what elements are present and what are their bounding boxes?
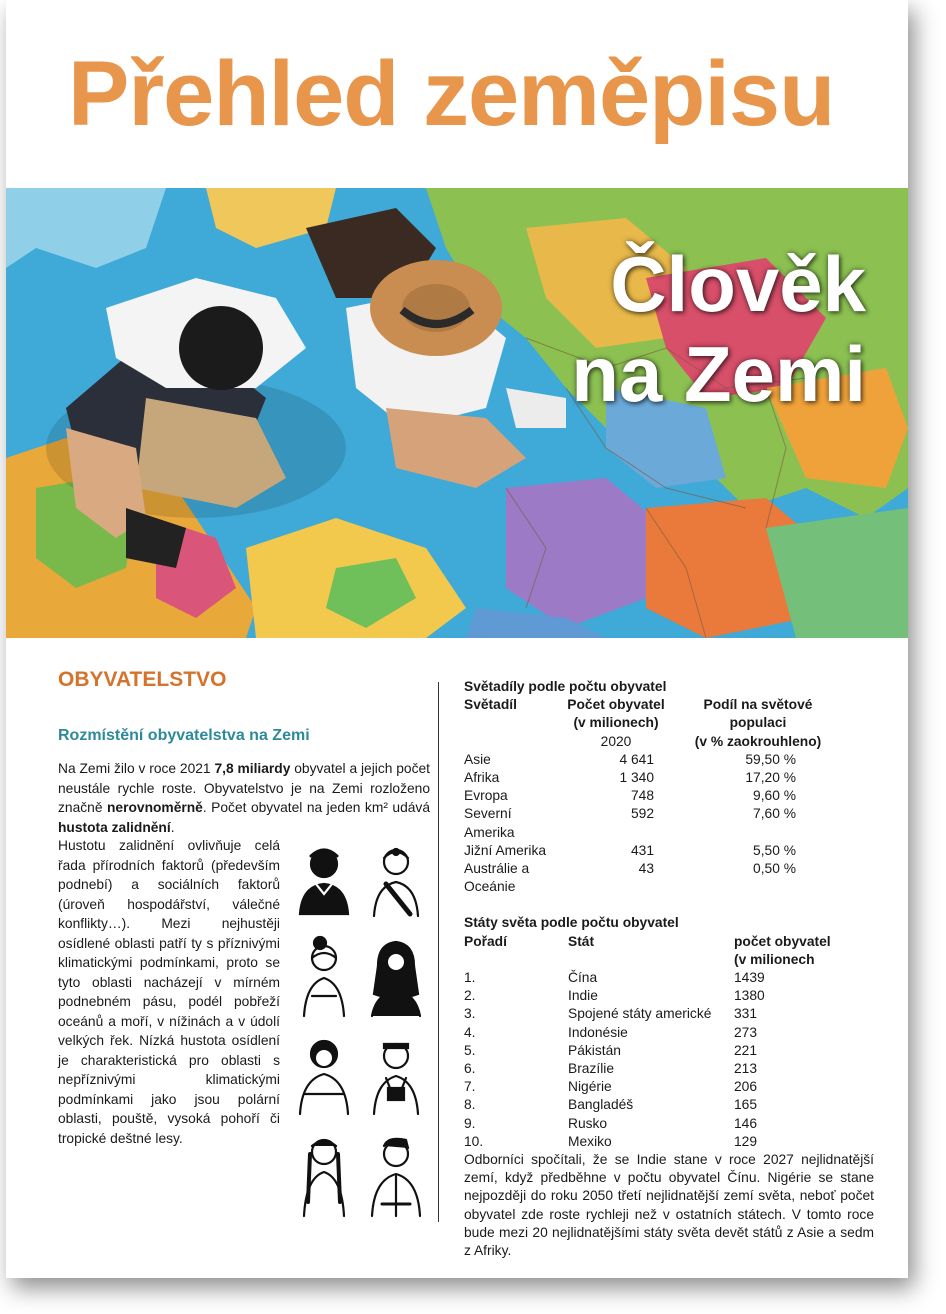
header-line: (v milionech) (573, 715, 659, 731)
continent-share: 5,50 % (753, 842, 796, 858)
hero-image (6, 188, 908, 638)
table-row (464, 1042, 831, 1060)
person-girl-icon (304, 937, 344, 1016)
intro-text: Na Zemi žilo v roce 2021 (58, 761, 215, 776)
subsection-title: Rozmístění obyvatelstva na Zemi (58, 726, 310, 744)
people-figures (294, 842, 430, 1228)
state-name: Pákistán (568, 1042, 621, 1058)
table-row (464, 1133, 831, 1151)
header-line: Počet obyvatel (567, 697, 665, 713)
person-boy-icon (300, 1041, 348, 1114)
hero-title-line1: Člověk (610, 240, 866, 328)
table-row (464, 787, 840, 805)
continents-table (464, 696, 840, 896)
closing-paragraph: Odborníci spočítali, že se Indie stane v roce 2027 nejlidnatější zemí, když předběhne v počtu obyvatel Čínu. Nigérie se stane nejpozději do roku 2050 třetí nejlidnatější zemí světa, neboť počet obyvatel zde roste rychleji než v ostatních státech. V tomto roce bude mezi 20 nejlidnatějšími státy světa devět států z Asie a sedm z Afriky. (464, 1152, 874, 1259)
continent-share: 7,60 % (753, 806, 796, 822)
person-tourist-icon (374, 1044, 418, 1114)
states-table-header (464, 933, 831, 969)
state-rank: 10. (464, 1133, 484, 1149)
continent-name: Severní Amerika (464, 806, 515, 840)
states-table-title: Státy světa podle počtu obyvatel (464, 915, 679, 931)
continent-name: Austrálie a Oceánie (464, 861, 530, 895)
table-row (464, 987, 831, 1005)
continents-header-share (676, 696, 840, 751)
continents-table-body (464, 751, 840, 897)
states-header-population (734, 933, 831, 969)
state-rank: 4. (464, 1024, 476, 1040)
state-rank: 6. (464, 1061, 476, 1077)
continent-name: Jižní Amerika (464, 842, 547, 858)
continents-header-population (556, 696, 676, 751)
continent-population: 431 (630, 842, 654, 858)
state-rank: 7. (464, 1079, 476, 1095)
state-population: 1380 (734, 988, 765, 1004)
state-population: 331 (734, 1006, 758, 1022)
intro-paragraph (58, 759, 430, 837)
person-african-woman-icon (300, 850, 348, 914)
table-row (464, 1096, 831, 1114)
state-population: 221 (734, 1042, 758, 1058)
state-name: Indie (568, 988, 598, 1004)
continent-population: 748 (630, 788, 654, 804)
intro-highlight: nerovnoměrně (107, 800, 203, 815)
header-line: Podíl na světové populaci (703, 697, 813, 731)
intro-text: . Počet obyvatel na jeden km² udává (202, 800, 431, 815)
state-population: 273 (734, 1024, 758, 1040)
continents-table-header (464, 696, 840, 751)
column-divider (438, 682, 439, 1222)
header-line: počet obyvatel (734, 933, 831, 949)
page-title: Přehled zeměpisu (68, 43, 835, 145)
header-line: (v milionech (734, 951, 815, 967)
continent-share: 0,50 % (753, 861, 796, 877)
continent-population: 4 641 (619, 751, 654, 767)
intro-highlight: 7,8 miliardy (214, 761, 291, 776)
person-braids-girl-icon (304, 1140, 344, 1216)
table-row (464, 1115, 831, 1133)
states-table-body (464, 969, 831, 1151)
state-rank: 8. (464, 1097, 476, 1113)
state-rank: 1. (464, 970, 476, 986)
continent-name: Afrika (464, 770, 500, 786)
table-row (464, 1005, 831, 1023)
table-row (464, 842, 840, 860)
continent-population: 592 (630, 806, 654, 822)
continent-population: 43 (638, 861, 654, 877)
people-illustrations (294, 842, 430, 1222)
state-rank: 9. (464, 1115, 476, 1131)
density-paragraph: Hustotu zalidnění ovlivňuje celá řada přírodních faktorů (především podnebí) a sociálních faktorů (úroveň hospodářství, válečné konflikty…). Mezi nejhustěji osídlené oblasti patří ty s příznivými klimatickými podmínkami, proto se tyto oblasti nacházejí v mírném podnebném pásu, podél pobřeží oceánů a moří, v nížinách a v údolí velkých řek. Nízká hustota osídlení je charakteristická pro oblasti s nepříznivými klimatickými podmínkami jako jsou polární oblasti, pouště, vysoká pohoří či tropické deštné lesy. (58, 838, 280, 1146)
continent-name: Asie (464, 751, 491, 767)
state-name: Rusko (568, 1115, 608, 1131)
intro-text: . (170, 819, 175, 835)
continent-share: 17,20 % (745, 770, 796, 786)
right-column (464, 678, 874, 1260)
continent-share: 9,60 % (753, 788, 796, 804)
table-row (464, 751, 840, 769)
person-man-icon (372, 1139, 420, 1216)
hero-title (571, 240, 866, 419)
state-population: 206 (734, 1079, 758, 1095)
states-header-rank: Pořadí (464, 933, 507, 949)
state-name: Bangladéš (568, 1097, 634, 1113)
continent-share: 59,50 % (745, 751, 796, 767)
continent-name: Evropa (464, 788, 508, 804)
continents-table-title: Světadíly podle počtu obyvatel (464, 679, 667, 694)
state-name: Spojené státy americké (568, 1006, 712, 1022)
table-row (464, 805, 840, 841)
state-name: Mexiko (568, 1133, 612, 1149)
states-header-state: Stát (568, 933, 595, 949)
section-title: OBYVATELSTVO (58, 668, 227, 691)
header-year: 2020 (600, 733, 632, 749)
header-line: (v % zaokrouhleno) (694, 733, 822, 749)
state-population: 146 (734, 1115, 758, 1131)
state-rank: 5. (464, 1042, 476, 1058)
person-hijab-woman-icon (372, 942, 420, 1016)
table-row (464, 1078, 831, 1096)
table-row (464, 969, 831, 987)
continents-header-name: Světadíl (464, 697, 517, 713)
state-population: 213 (734, 1061, 758, 1077)
table-row (464, 860, 840, 896)
intro-text: obyvatel a jejich počet neustále rychle roste. Obyvatelstvo je na Zemi rozloženo značně (58, 761, 430, 815)
state-rank: 3. (464, 1006, 476, 1022)
left-column (58, 668, 431, 1146)
state-name: Nigérie (568, 1079, 612, 1095)
table-row (464, 769, 840, 787)
states-table (464, 933, 831, 1151)
state-population: 129 (734, 1133, 758, 1149)
continent-population: 1 340 (619, 770, 654, 786)
state-population: 1439 (734, 970, 765, 986)
state-name: Indonésie (568, 1024, 628, 1040)
hero-title-line2: na Zemi (571, 329, 866, 418)
document-page (6, 0, 908, 1278)
state-name: Čína (568, 970, 598, 986)
table-row (464, 1024, 831, 1042)
state-population: 165 (734, 1097, 758, 1113)
intro-highlight: hustota zalidnění (58, 819, 171, 835)
table-row (464, 1060, 831, 1078)
state-name: Brazílie (568, 1061, 615, 1077)
state-rank: 2. (464, 988, 476, 1004)
person-indian-woman-icon (374, 849, 418, 916)
